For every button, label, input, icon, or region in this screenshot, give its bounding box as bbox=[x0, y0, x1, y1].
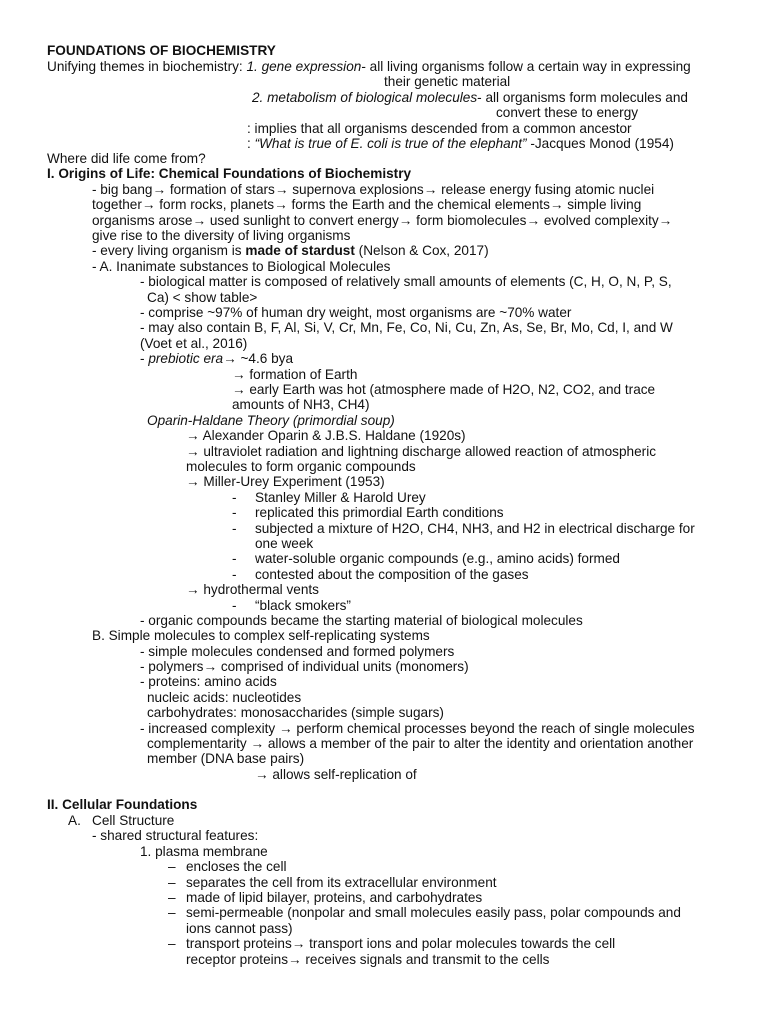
miller-item: one week bbox=[255, 536, 314, 551]
complexity-line: - increased complexity → perform chemical processes beyond the reach of single molecules bbox=[140, 721, 695, 736]
subsection-b-heading: B. Simple molecules to complex self-replicating systems bbox=[92, 628, 430, 643]
membrane-item: semi-permeable (nonpolar and small molecules easily pass, polar compounds and bbox=[186, 905, 681, 920]
membrane-item: made of lipid bilayer, proteins, and carbohydrates bbox=[186, 890, 483, 905]
miller-item: Stanley Miller & Harold Urey bbox=[255, 490, 426, 505]
theme-1-text: - all living organisms follow a certain way in expressing bbox=[361, 59, 691, 74]
oparin-line: molecules to form organic compounds bbox=[186, 459, 416, 474]
subsection-a-heading: - A. Inanimate substances to Biological Molecules bbox=[92, 259, 391, 274]
document-title: FOUNDATIONS OF BIOCHEMISTRY bbox=[47, 43, 276, 58]
list-marker: – bbox=[168, 936, 176, 951]
list-marker: - bbox=[232, 490, 237, 505]
polymers-line: - simple molecules condensed and formed polymers bbox=[140, 644, 455, 659]
membrane-item: separates the cell from its extracellular environment bbox=[186, 875, 497, 890]
organic-compounds-line: - organic compounds became the starting material of biological molecules bbox=[140, 613, 583, 628]
complexity-line: member (DNA base pairs) bbox=[147, 751, 305, 766]
shared-features-line: - shared structural features: bbox=[92, 828, 259, 843]
quote-attribution: -Jacques Monod (1954) bbox=[526, 136, 674, 151]
bigbang-line: together→ form rocks, planets→ forms the Earth and the chemical elements→ simple living bbox=[92, 197, 642, 212]
oparin-heading: Oparin-Haldane Theory (primordial soup) bbox=[147, 413, 395, 428]
theme-2-text: - all organisms form molecules and bbox=[477, 90, 688, 105]
polymers-line: nucleic acids: nucleotides bbox=[147, 690, 302, 705]
polymers-line: - proteins: amino acids bbox=[140, 674, 277, 689]
themes-line-2 bbox=[252, 90, 688, 106]
polymers-line: carbohydrates: monosaccharides (simple sugars) bbox=[147, 705, 444, 720]
section-1-heading: I. Origins of Life: Chemical Foundations of Biochemistry bbox=[47, 166, 412, 181]
elements-line: (Voet et al., 2016) bbox=[140, 336, 248, 351]
list-marker: – bbox=[168, 905, 176, 920]
list-marker: – bbox=[168, 890, 176, 905]
quote-prefix: : bbox=[247, 136, 255, 151]
theme-1-continuation: their genetic material bbox=[384, 74, 511, 89]
membrane-item: receptor proteins→ receives signals and transmit to the cells bbox=[186, 952, 550, 967]
list-marker: - bbox=[232, 505, 237, 520]
stardust-emphasis: made of stardust bbox=[245, 243, 355, 258]
membrane-item: ions cannot pass) bbox=[186, 921, 293, 936]
miller-item: water-soluble organic compounds (e.g., amino acids) formed bbox=[255, 551, 620, 566]
stardust-line bbox=[92, 243, 489, 259]
oparin-line: → ultraviolet radiation and lightning discharge allowed reaction of atmospheric bbox=[186, 444, 657, 459]
bigbang-line: organisms arose→ used sunlight to convert energy→ form biomolecules→ evolved complexity→ bbox=[92, 213, 673, 228]
self-replication-line: → allows self-replication of bbox=[255, 767, 417, 782]
cell-structure-heading: Cell Structure bbox=[92, 813, 175, 828]
miller-item: contested about the composition of the gases bbox=[255, 567, 529, 582]
subsection-label: A. bbox=[68, 813, 81, 828]
monod-quote-line bbox=[247, 136, 674, 152]
theme-2-continuation: convert these to energy bbox=[496, 105, 639, 120]
theme-2-label: 2. metabolism of biological molecules bbox=[252, 90, 478, 105]
prebiotic-line bbox=[140, 351, 293, 367]
list-marker: - bbox=[232, 598, 237, 613]
complexity-line: complementarity → allows a member of the pair to alter the identity and orientation another bbox=[147, 736, 694, 751]
list-marker: - bbox=[232, 551, 237, 566]
common-ancestor-line: : implies that all organisms descended from a common ancestor bbox=[247, 121, 632, 136]
list-marker: - bbox=[232, 567, 237, 582]
oparin-line: → Miller-Urey Experiment (1953) bbox=[186, 474, 385, 489]
stardust-prefix: - every living organism is bbox=[92, 243, 246, 258]
section-2-heading: II. Cellular Foundations bbox=[47, 797, 198, 812]
monod-quote: “What is true of E. coli is true of the elephant” bbox=[254, 136, 527, 151]
membrane-item: encloses the cell bbox=[186, 859, 287, 874]
black-smokers-item: “black smokers” bbox=[255, 598, 351, 613]
question-line: Where did life come from? bbox=[47, 151, 206, 166]
miller-item: replicated this primordial Earth conditions bbox=[255, 505, 504, 520]
elements-line: Ca) < show table> bbox=[147, 290, 258, 305]
stardust-citation: (Nelson & Cox, 2017) bbox=[354, 243, 489, 258]
vents-line: → hydrothermal vents bbox=[186, 582, 319, 597]
oparin-line: → Alexander Oparin & J.B.S. Haldane (1920s) bbox=[186, 428, 466, 443]
miller-item: subjected a mixture of H2O, CH4, NH3, and H2 in electrical discharge for bbox=[255, 521, 695, 536]
bigbang-line: give rise to the diversity of living organisms bbox=[92, 228, 351, 243]
bigbang-line: - big bang→ formation of stars→ supernova explosions→ release energy fusing atomic nuclei bbox=[92, 182, 655, 197]
prebiotic-label: prebiotic era bbox=[148, 351, 224, 366]
dash-bullet: - bbox=[140, 351, 145, 366]
earth-formation-line: → formation of Earth bbox=[232, 367, 358, 382]
elements-line: - biological matter is composed of relatively small amounts of elements (C, H, O, N, P, S, bbox=[140, 274, 672, 289]
list-marker: - bbox=[232, 521, 237, 536]
theme-1-label: 1. gene expression bbox=[246, 59, 362, 74]
themes-intro: Unifying themes in biochemistry: bbox=[47, 59, 247, 74]
prebiotic-age: → ~4.6 bya bbox=[223, 351, 294, 366]
early-earth-line: → early Earth was hot (atmosphere made of H2O, N2, CO2, and trace bbox=[232, 382, 656, 397]
plasma-membrane-heading: 1. plasma membrane bbox=[140, 844, 268, 859]
list-marker: – bbox=[168, 875, 176, 890]
elements-line: - may also contain B, F, Al, Si, V, Cr, Mn, Fe, Co, Ni, Cu, Zn, As, Se, Br, Mo, Cd, I, and W bbox=[140, 320, 673, 335]
early-earth-line: amounts of NH3, CH4) bbox=[232, 397, 370, 412]
membrane-item: transport proteins→ transport ions and polar molecules towards the cell bbox=[186, 936, 616, 951]
themes-line-1 bbox=[47, 59, 691, 75]
elements-line: - comprise ~97% of human dry weight, most organisms are ~70% water bbox=[140, 305, 572, 320]
list-marker: – bbox=[168, 859, 176, 874]
polymers-line: - polymers→ comprised of individual units (monomers) bbox=[140, 659, 469, 674]
